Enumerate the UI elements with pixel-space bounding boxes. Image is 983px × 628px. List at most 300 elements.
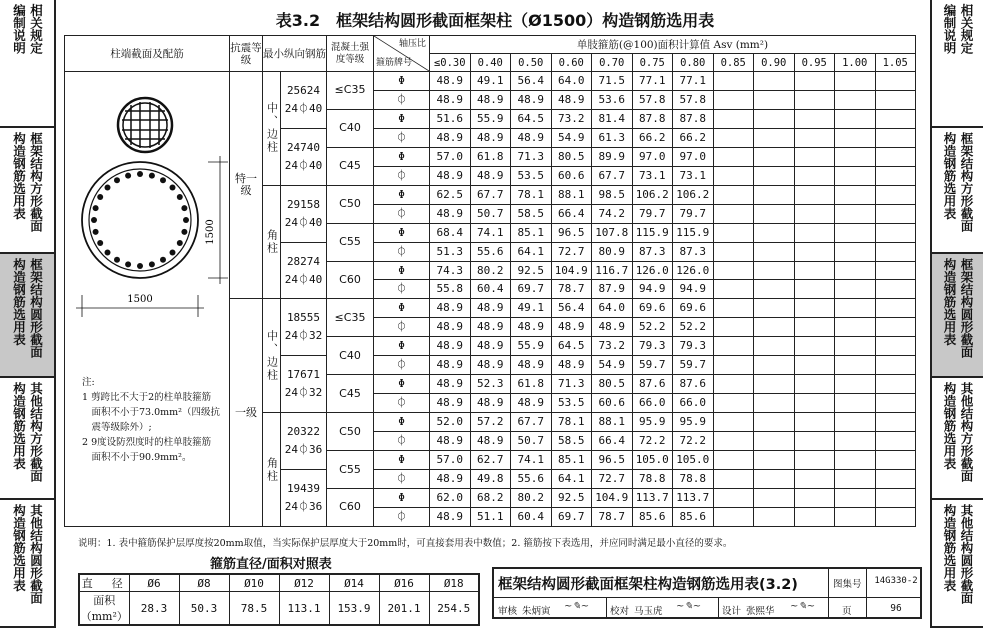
empty-cell [754,432,795,451]
area-value: 49.1 [511,299,552,318]
area-value: 92.5 [551,488,592,507]
bar-spec: 24⏀32 [284,386,323,400]
nav-item-4[interactable] [932,378,983,500]
area-value: 85.1 [551,451,592,470]
ratio-col-header: 0.60 [551,54,592,72]
area-value: 113.7 [673,488,714,507]
left-navigation [0,0,56,628]
grade-label: 箍筋牌号 [376,58,413,68]
nav-item-label: 编制说明 [11,4,27,54]
empty-cell [835,72,876,91]
nav-item-label: 其他结构方形截面 [959,382,974,482]
nav-item-2[interactable] [932,128,983,254]
area-value: 106.2 [673,185,714,204]
stirrup-grade: Φ [374,261,430,280]
empty-cell [794,413,835,432]
area-value: 51.1 [470,507,511,526]
area-value: 60.4 [470,280,511,299]
design-label: 设计 [722,606,742,617]
empty-cell [875,375,916,394]
area-value: 66.4 [551,204,592,223]
rebar-dot [183,217,189,223]
area-value: 97.0 [673,147,714,166]
empty-cell [713,413,754,432]
empty-cell [794,337,835,356]
area-value: 60.6 [592,394,633,413]
empty-cell [794,223,835,242]
area-value: 105.0 [673,451,714,470]
area-value: 87.6 [632,375,673,394]
area-value: 66.0 [673,394,714,413]
area-value: 87.9 [592,280,633,299]
area-value: 52.2 [632,318,673,337]
area-value: 95.9 [673,413,714,432]
check-signature: ~✎~ [676,601,702,612]
stirrup-grade: ⏀ [374,242,430,261]
empty-cell [713,261,754,280]
empty-cell [794,318,835,337]
check-label: 校对 [610,606,630,617]
area-value: 104.9 [592,488,633,507]
area-value: 80.2 [511,488,552,507]
empty-cell [794,147,835,166]
area-value: 78.8 [632,470,673,489]
area-value: 107.8 [592,223,633,242]
area-value: 85.6 [632,507,673,526]
atlas-label: 图集号 [833,579,862,590]
area-value: 54.9 [551,128,592,147]
seismic-level: 特一级 [230,72,263,299]
nav-item-label: 构造钢筋选用表 [11,504,27,592]
area-value: 48.9 [551,318,592,337]
empty-cell [794,375,835,394]
area-value: 48.9 [470,128,511,147]
empty-cell [713,507,754,526]
atlas-number: 14G330-2 [874,576,918,586]
area-value: 67.7 [592,166,633,185]
rebar-dot [93,205,99,211]
area-value: 79.3 [673,337,714,356]
area-value: 64.0 [551,72,592,91]
area-value: 74.1 [470,223,511,242]
empty-cell [875,147,916,166]
area-value: 48.9 [470,356,511,375]
empty-cell [754,299,795,318]
area-value: 79.7 [673,204,714,223]
area-value: 74.3 [430,261,471,280]
bar-area: 17671 [286,368,321,382]
stirrup-grade: Φ [374,451,430,470]
area-value: 71.5 [592,72,633,91]
concrete-grade: C60 [327,488,374,526]
stirrup-grade: ⏀ [374,128,430,147]
ratio-col-header: 0.40 [470,54,511,72]
nav-item-label: 框架结构方形截面 [959,132,974,232]
bar-area: 20322 [286,425,321,439]
diameter-value: Ø6 [129,574,179,592]
nav-item-label: 构造钢筋选用表 [11,382,27,470]
empty-cell [875,394,916,413]
dim-horizontal: 1500 [127,294,153,305]
diameter-value: Ø18 [429,574,479,592]
area-value: 55.6 [470,242,511,261]
area-value: 78.1 [551,413,592,432]
bar-area: 18555 [286,311,321,325]
empty-cell [713,185,754,204]
ratio-col-header: 1.05 [875,54,916,72]
empty-cell [754,261,795,280]
empty-cell [875,432,916,451]
area-value: 48.9 [511,394,552,413]
rebar-dot [97,240,103,246]
empty-cell [875,488,916,507]
empty-cell [754,109,795,128]
area-value: 48.9 [470,90,511,109]
area-value: 153.9 [329,592,379,626]
empty-cell [713,451,754,470]
bar-spec: 24⏀36 [284,443,323,457]
empty-cell [754,375,795,394]
empty-cell [835,451,876,470]
rebar-dot [170,185,176,191]
nav-item-5[interactable] [932,500,983,628]
ratio-col-header: 1.00 [835,54,876,72]
area-value: 52.2 [673,318,714,337]
nav-item-4[interactable] [0,378,54,500]
longitudinal-bar [281,356,327,413]
empty-cell [754,223,795,242]
area-value: 80.9 [592,242,633,261]
area-value: 85.1 [511,223,552,242]
design-signature: ~✎~ [790,601,816,612]
diameter-value: Ø14 [329,574,379,592]
area-value: 48.9 [430,356,471,375]
stirrup-grade: Φ [374,337,430,356]
area-value: 96.5 [551,223,592,242]
area-value: 50.7 [511,432,552,451]
empty-cell [713,299,754,318]
rebar-dot [149,261,155,267]
empty-cell [713,72,754,91]
empty-cell [754,204,795,223]
rebar-dot [137,171,143,177]
diameter-value: Ø10 [229,574,279,592]
area-value: 67.7 [470,185,511,204]
area-value: 62.7 [470,451,511,470]
empty-cell [754,166,795,185]
column-position: 中、边柱 [263,72,281,186]
empty-cell [875,204,916,223]
empty-cell [794,185,835,204]
area-value: 48.9 [511,318,552,337]
area-value: 95.9 [632,413,673,432]
note-line: 震等级除外）; [82,422,152,433]
ratio-col-header: 0.90 [754,54,795,72]
area-value: 89.9 [592,147,633,166]
rebar-dot [160,257,166,263]
nav-item-1[interactable] [0,0,54,128]
empty-cell [713,432,754,451]
area-value: 78.1 [511,185,552,204]
bar-area: 19439 [286,482,321,495]
empty-cell [794,166,835,185]
area-value: 48.9 [430,128,471,147]
bar-area: 28274 [286,254,321,268]
check-name: 马玉虎 [634,606,663,617]
area-value: 87.8 [673,109,714,128]
empty-cell [754,147,795,166]
stirrup-grade: ⏀ [374,432,430,451]
area-value: 69.6 [632,299,673,318]
stirrup-area-header: 单肢箍筋(@100)面积计算值 Asv (mm²) [430,36,916,54]
stirrup-grade: Φ [374,223,430,242]
longitudinal-bar [281,185,327,242]
area-value: 64.0 [592,299,633,318]
concrete-grade: C55 [327,223,374,261]
area-value: 48.9 [430,90,471,109]
area-value: 98.5 [592,185,633,204]
area-value: 51.3 [430,242,471,261]
stirrup-grade: Φ [374,147,430,166]
area-value: 48.9 [511,356,552,375]
empty-cell [754,72,795,91]
empty-cell [835,356,876,375]
concrete-grade: ≤C35 [327,72,374,110]
stirrup-grade: Φ [374,185,430,204]
nav-item-label: 相关规定 [959,4,974,54]
area-value: 87.6 [673,375,714,394]
empty-cell [875,451,916,470]
area-value: 49.8 [470,470,511,489]
column-position: 角柱 [263,185,281,299]
area-value: 67.7 [511,413,552,432]
longitudinal-bar [281,128,327,185]
area-value: 66.0 [632,394,673,413]
area-value: 50.7 [470,204,511,223]
nav-item-5[interactable] [0,500,54,628]
area-value: 51.6 [430,109,471,128]
table-title: 表3.2 框架结构圆形截面框架柱（Ø1500）构造钢筋选用表 [275,11,715,30]
area-value: 71.3 [551,375,592,394]
area-value: 52.0 [430,413,471,432]
area-value: 59.7 [632,356,673,375]
area-value: 79.3 [632,337,673,356]
area-value: 78.5 [229,592,279,626]
area-value: 48.9 [470,299,511,318]
rebar-dot [97,194,103,200]
area-value: 254.5 [429,592,479,626]
note-line: 1 剪跨比不大于2的柱单肢箍筋 [82,392,212,403]
area-value: 48.9 [430,72,471,91]
area-value: 48.9 [470,337,511,356]
area-value: 57.8 [632,90,673,109]
rebar-dot [137,263,143,269]
bar-area: 24740 [286,140,321,154]
area-value: 85.6 [673,507,714,526]
area-value: 77.1 [632,72,673,91]
area-value: 74.2 [592,204,633,223]
diameter-value: Ø16 [379,574,429,592]
rebar-dot [125,261,131,267]
area-table-title: 箍筋直径/面积对照表 [210,557,332,572]
area-value: 115.9 [673,223,714,242]
nav-item-label: 构造钢筋选用表 [942,258,957,346]
empty-cell [875,507,916,526]
dim-vertical: 1500 [205,219,216,245]
area-value: 74.1 [511,451,552,470]
empty-cell [794,394,835,413]
area-value: 69.7 [511,280,552,299]
area-value: 64.5 [511,109,552,128]
notes [82,375,247,465]
ratio-header [374,36,430,72]
empty-cell [835,128,876,147]
stirrup-grade: ⏀ [374,507,430,526]
empty-cell [794,432,835,451]
stirrup-grade: ⏀ [374,356,430,375]
area-value: 57.8 [673,90,714,109]
stirrup-grade: Φ [374,375,430,394]
area-value: 48.9 [470,432,511,451]
nav-item-label: 其他结构方形截面 [28,382,44,482]
stirrup-grade: ⏀ [374,394,430,413]
nav-item-label: 构造钢筋选用表 [942,504,957,592]
diameter-value: Ø12 [279,574,329,592]
large-column-section [82,162,198,278]
empty-cell [754,185,795,204]
area-value: 68.2 [470,488,511,507]
empty-cell [875,109,916,128]
explanation: 说明：1. 表中箍筋保护层厚度按20mm取值，当实际保护层厚度大于20mm时，可直接套用表中数值；2. 箍筋按下表选用，并应同时满足最小直径的要求。 [78,538,733,549]
area-header: 面积（mm²） [79,592,129,626]
ratio-label: 轴压比 [398,39,426,49]
area-value: 48.9 [430,375,471,394]
nav-item-label: 相关规定 [28,4,44,54]
design-name: 张熙华 [746,606,775,617]
stirrup-area-table [78,573,480,626]
area-value: 126.0 [673,261,714,280]
area-value: 96.5 [592,451,633,470]
nav-item-label: 框架结构圆形截面 [959,258,974,358]
area-value: 104.9 [551,261,592,280]
area-value: 87.3 [673,242,714,261]
area-value: 48.9 [592,318,633,337]
nav-item-label: 框架结构方形截面 [28,132,44,232]
area-value: 52.3 [470,375,511,394]
diameter-value: Ø8 [179,574,229,592]
empty-cell [875,470,916,489]
empty-cell [754,394,795,413]
area-value: 88.1 [551,185,592,204]
rebar-dot [93,229,99,235]
nav-item-label: 编制说明 [942,4,957,54]
empty-cell [794,280,835,299]
note-line: 面积不小于90.9mm²。 [82,452,192,463]
empty-cell [713,337,754,356]
empty-cell [835,470,876,489]
section-header: 柱端截面及配筋 [65,36,230,72]
concrete-grade: C50 [327,413,374,451]
empty-cell [754,280,795,299]
nav-item-3[interactable] [0,254,54,378]
area-value: 105.0 [632,451,673,470]
area-value: 54.9 [592,356,633,375]
area-value: 61.3 [592,128,633,147]
empty-cell [835,223,876,242]
review-name: 朱炳寅 [522,606,551,617]
rebar-dot [177,240,183,246]
area-value: 62.5 [430,185,471,204]
empty-cell [754,242,795,261]
empty-cell [794,204,835,223]
area-value: 48.9 [551,356,592,375]
area-value: 57.0 [430,147,471,166]
empty-cell [754,356,795,375]
nav-item-3[interactable] [932,254,983,378]
area-value: 97.0 [632,147,673,166]
empty-cell [835,337,876,356]
empty-cell [875,356,916,375]
stirrup-grade: Φ [374,413,430,432]
title-block [492,567,922,619]
nav-item-label: 构造钢筋选用表 [942,132,957,220]
ratio-col-header: 0.85 [713,54,754,72]
empty-cell [713,223,754,242]
bar-spec: 24⏀36 [284,500,323,513]
area-value: 64.1 [551,470,592,489]
area-value: 48.9 [511,128,552,147]
nav-item-2[interactable] [0,128,54,254]
area-value: 88.1 [592,413,633,432]
empty-cell [875,337,916,356]
area-value: 55.8 [430,280,471,299]
area-value: 73.1 [673,166,714,185]
concrete-grade: C60 [327,261,374,299]
area-value: 48.9 [470,318,511,337]
empty-cell [713,470,754,489]
small-column-section [118,98,172,152]
empty-cell [754,318,795,337]
area-value: 48.9 [430,318,471,337]
empty-cell [713,128,754,147]
nav-item-label: 框架结构圆形截面 [28,258,44,358]
area-value: 113.1 [279,592,329,626]
empty-cell [754,470,795,489]
area-value: 48.9 [470,166,511,185]
bar-spec: 24⏀40 [284,215,323,229]
empty-cell [794,109,835,128]
empty-cell [794,128,835,147]
area-value: 94.9 [632,280,673,299]
empty-cell [713,318,754,337]
table-row [65,72,916,91]
area-value: 72.2 [632,432,673,451]
empty-cell [754,451,795,470]
ratio-col-header: 0.95 [794,54,835,72]
nav-item-1[interactable] [932,0,983,128]
empty-cell [835,318,876,337]
seismic-level: 一级 [230,299,263,527]
area-value: 77.1 [673,72,714,91]
empty-cell [835,488,876,507]
area-value: 113.7 [632,488,673,507]
empty-cell [754,488,795,507]
area-value: 48.9 [551,90,592,109]
area-value: 80.5 [551,147,592,166]
area-value: 66.4 [592,432,633,451]
area-value: 53.5 [511,166,552,185]
empty-cell [835,375,876,394]
